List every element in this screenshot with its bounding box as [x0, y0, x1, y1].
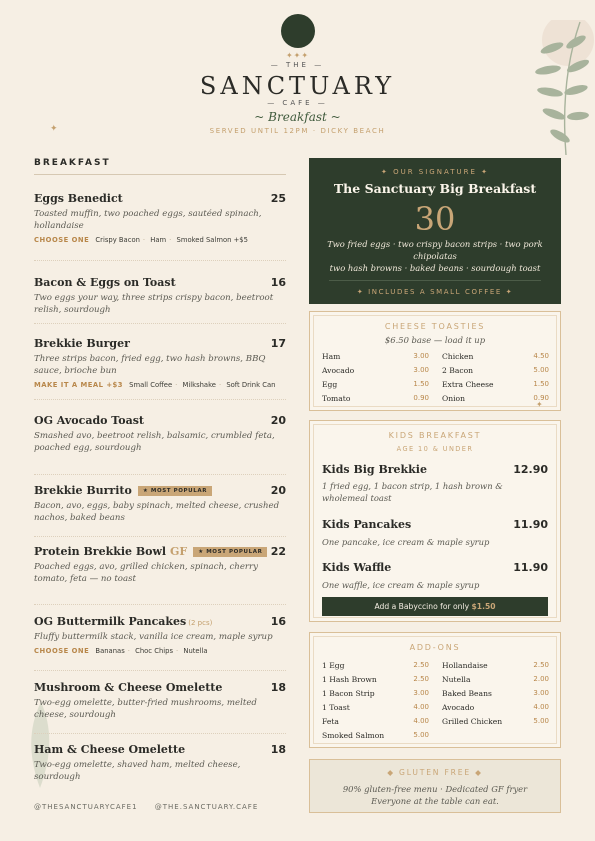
breakfast-heading: BREAKFAST: [34, 158, 286, 175]
most-popular-badge: ★ MOST POPULAR: [193, 547, 267, 557]
list-item: 1 Hash Brown 2.50: [322, 675, 429, 684]
logo-dot: [281, 14, 315, 48]
menu-item: [34, 414, 286, 454]
menu-item: [34, 545, 286, 585]
option: Milkshake: [182, 381, 216, 389]
menu-item: [34, 337, 286, 389]
menu-item: [34, 276, 286, 316]
signature-title: The Sanctuary Big Breakfast: [333, 181, 537, 196]
item-name: OG Buttermilk Pancakes (2 pcs): [34, 615, 213, 628]
item-price: 25: [270, 192, 286, 205]
item-description: Bacon, avo, eggs, baby spinach, melted cheese, crushed nachos, baked beans: [34, 501, 280, 523]
kid-item-description: 1 fried egg, 1 bacon strip, 1 hash brown & wholemeal toast: [322, 481, 503, 503]
options-label: CHOOSE ONE: [34, 647, 90, 655]
gluten-description: 90% gluten-free menu · Dedicated GF fryer Everyone at the table can eat.: [342, 784, 528, 806]
option: Small Coffee: [129, 381, 173, 389]
list-item: 2 Bacon 5.00: [442, 366, 549, 375]
list-item: Smoked Salmon 5.00: [322, 731, 429, 740]
item-name: Eggs Benedict: [34, 192, 123, 205]
item-price: 20: [270, 484, 286, 497]
pieces-note: (2 pcs): [188, 619, 213, 627]
sparkle-icon: ✦: [536, 400, 543, 409]
breakfast-section: [34, 158, 286, 782]
options-label: CHOOSE ONE: [34, 236, 90, 244]
list-item: Egg 1.50: [322, 380, 429, 389]
kid-item-price: 11.90: [513, 561, 548, 574]
list-item: Ham 3.00: [322, 352, 429, 361]
signature-eyebrow: ✦ OUR SIGNATURE ✦: [380, 168, 489, 176]
item-price: 16: [270, 276, 286, 289]
list-item: Nutella 2.00: [442, 675, 549, 684]
item-name: Brekkie Burrito ★ MOST POPULAR: [34, 484, 212, 497]
gf-label: GF: [169, 545, 188, 558]
kids-subtitle: AGE 10 & UNDER: [396, 445, 474, 453]
option: Choc Chips: [135, 647, 174, 655]
signature-box: [309, 158, 561, 304]
addons-title: ADD-ONS: [409, 643, 461, 652]
kid-item-price: 12.90: [513, 463, 548, 476]
most-popular-badge: ★ MOST POPULAR: [138, 486, 212, 496]
item-price: 22: [270, 545, 286, 558]
option: Soft Drink Can: [226, 381, 276, 389]
kid-item-description: One waffle, ice cream & maple syrup: [322, 580, 480, 590]
leaf-branch-icon: [510, 20, 595, 160]
item-name: Mushroom & Cheese Omelette: [34, 681, 223, 694]
item-description: Toasted muffin, two poached eggs, sautéed spinach, hollandaise: [34, 209, 262, 231]
option: Bananas: [95, 647, 125, 655]
list-item: Chicken 4.50: [442, 352, 549, 361]
header-stars: ✦✦✦: [285, 51, 310, 60]
item-description: Fluffy buttermilk stack, vanilla ice cream, maple syrup: [34, 632, 273, 642]
toasties-subtitle: $6.50 base — load it up: [384, 335, 486, 345]
kid-item-name: Kids Big Brekkie: [322, 463, 427, 476]
list-item: Hollandaise 2.50: [442, 661, 549, 670]
header-cafe: — CAFE —: [267, 99, 328, 107]
kid-item-description: One pancake, ice cream & maple syrup: [322, 537, 490, 547]
item-name: Bacon & Eggs on Toast: [34, 276, 176, 289]
kids-title: KIDS BREAKFAST: [388, 431, 482, 440]
options-label: MAKE IT A MEAL +$3: [34, 381, 123, 389]
kid-item-price: 11.90: [513, 518, 548, 531]
babyccino-banner: Add a Babyccino for only $1.50: [322, 597, 548, 616]
list-item: 1 Bacon Strip 3.00: [322, 689, 429, 698]
header-the: — THE —: [270, 61, 325, 69]
item-description: Poached eggs, avo, grilled chicken, spinach, cherry tomato, feta — no toast: [34, 562, 258, 584]
babyccino-price: $1.50: [471, 602, 496, 611]
signature-price: 30: [414, 200, 456, 238]
menu-item: [34, 484, 286, 524]
kid-item-name: Kids Waffle: [322, 561, 392, 574]
item-price: 16: [270, 615, 286, 628]
signature-description: Two fried eggs · two crispy bacon strips · two pork chipolatas two hash browns · baked beans · sourdough toast: [327, 239, 543, 273]
menu-subtitle: ~ Breakfast ~: [254, 110, 341, 124]
list-item: Avocado 3.00: [322, 366, 429, 375]
social-handles: [34, 803, 272, 811]
served-hours: SERVED UNTIL 12PM · DICKY BEACH: [209, 127, 386, 135]
toasties-title: CHEESE TOASTIES: [384, 322, 486, 331]
item-description: Two eggs your way, three strips crispy bacon, beetroot relish, sourdough: [34, 293, 274, 315]
list-item: Grilled Chicken 5.00: [442, 717, 549, 726]
gluten-free-box: [309, 759, 561, 813]
instagram-handle[interactable]: @THESANCTUARYCAFE1: [34, 803, 138, 811]
list-item: Avocado 4.00: [442, 703, 549, 712]
kids-breakfast-panel: [309, 420, 561, 622]
item-description: Smashed avo, beetroot relish, balsamic, crumbled feta, poached egg, sourdough: [34, 431, 275, 453]
kid-item-name: Kids Pancakes: [322, 518, 412, 531]
item-price: 17: [270, 337, 286, 350]
item-options: CHOOSE ONE Crispy Bacon · Ham · Smoked Salmon +$5: [34, 236, 248, 244]
item-description: Two-egg omelette, shaved ham, melted cheese, sourdough: [34, 760, 241, 782]
list-item: Extra Cheese 1.50: [442, 380, 549, 389]
list-item: 1 Egg 2.50: [322, 661, 429, 670]
list-item: Feta 4.00: [322, 717, 429, 726]
menu-item: [34, 615, 286, 655]
item-options: MAKE IT A MEAL +$3 Small Coffee · Milkshake · Soft Drink Can: [34, 381, 276, 389]
list-item: Baked Beans 3.00: [442, 689, 549, 698]
item-description: Three strips bacon, fried egg, two hash browns, BBQ sauce, brioche bun: [34, 354, 266, 376]
add-ons-panel: [309, 632, 561, 748]
option: Nutella: [183, 647, 208, 655]
option: Smoked Salmon +$5: [176, 236, 248, 244]
item-name: Brekkie Burger: [34, 337, 130, 350]
item-price: 18: [270, 681, 286, 694]
option: Ham: [150, 236, 167, 244]
item-price: 18: [270, 743, 286, 756]
instagram-handle[interactable]: @THE.SANCTUARY.CAFE: [154, 803, 259, 811]
menu-item: [34, 681, 286, 721]
signature-footer: ✦ INCLUDES A SMALL COFFEE ✦: [356, 288, 514, 296]
option: Crispy Bacon: [95, 236, 140, 244]
item-price: 20: [270, 414, 286, 427]
item-description: Two-egg omelette, butter-fried mushrooms, melted cheese, sourdough: [34, 698, 257, 720]
item-name: Protein Brekkie Bowl GF ★ MOST POPULAR: [34, 545, 267, 558]
menu-item: [34, 743, 286, 783]
list-item: 1 Toast 4.00: [322, 703, 429, 712]
menu-item: [34, 192, 286, 244]
brand-title: SANCTUARY: [199, 72, 396, 100]
list-item: Tomato 0.90: [322, 394, 429, 403]
item-name: Ham & Cheese Omelette: [34, 743, 186, 756]
gluten-title: ◆ GLUTEN FREE ◆: [387, 768, 483, 777]
item-name: OG Avocado Toast: [34, 414, 144, 427]
cheese-toasties-panel: [309, 311, 561, 411]
sparkle-icon: ✦: [50, 124, 58, 134]
item-options: CHOOSE ONE Bananas · Choc Chips · Nutella: [34, 647, 208, 655]
list-item: Onion 0.90: [442, 394, 549, 403]
